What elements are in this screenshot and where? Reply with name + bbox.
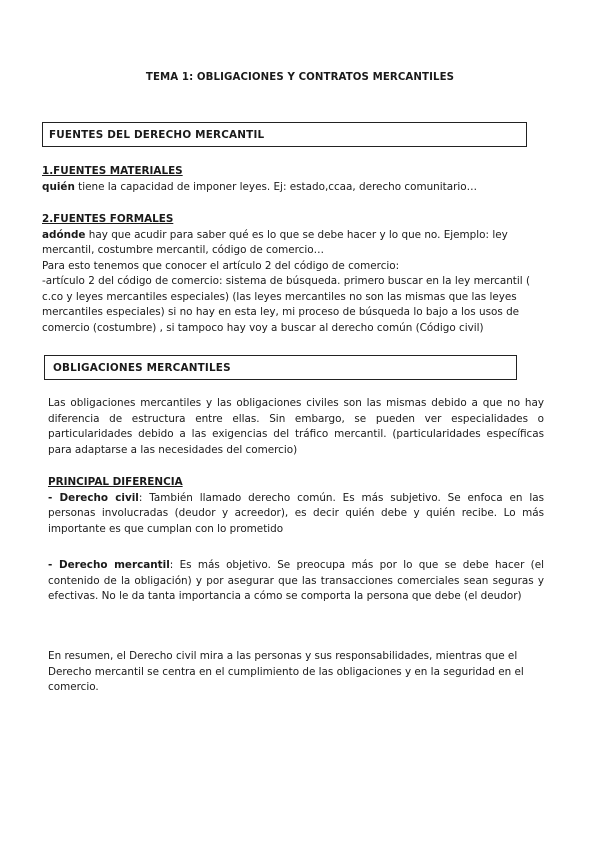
paragraph-text: hay que acudir para saber qué es lo que se debe hacer y lo que no. Ejemplo: ley mercantil, costumbre mercantil, código de comercio… <box>42 228 508 256</box>
fuentes-materiales-section <box>42 164 542 195</box>
paragraph: -artículo 2 del código de comercio: sistema de búsqueda. primero buscar en la ley mercantil ( c.co y leyes mercantiles especiales) (las leyes mercantiles no son las mismas que las leyes mercantiles especiales) si no hay en esta ley, mi proceso de búsqueda lo bajo a los usos de comercio (costumbre) , si tampoco hay voy a buscar al derecho común (Código civil) <box>42 275 530 334</box>
bullet-dash: - <box>48 559 59 571</box>
obligaciones-intro <box>48 396 544 458</box>
section-title: OBLIGACIONES MERCANTILES <box>53 362 231 374</box>
section-box-obligaciones <box>44 355 517 380</box>
paragraph-text: : También llamado derecho común. Es más subjetivo. Se enfoca en las personas involucradas (deudor y acreedor), es decir quién debe y quién recibe. Lo más importante es que cumplan con lo prometido <box>48 491 544 535</box>
lead-term: adónde <box>42 228 86 241</box>
paragraph <box>42 180 542 196</box>
section-heading: 1.FUENTES MATERIALES <box>42 165 183 177</box>
paragraph: Para esto tenemos que conocer el artículo 2 del código de comercio: <box>42 259 400 272</box>
paragraph-text: tiene la capacidad de imponer leyes. Ej: estado,ccaa, derecho comunitario… <box>74 180 477 193</box>
paragraph <box>48 558 544 605</box>
page-title: TEMA 1: OBLIGACIONES Y CONTRATOS MERCANTILES <box>145 72 455 83</box>
section-heading: 2.FUENTES FORMALES <box>42 213 174 225</box>
paragraph: En resumen, el Derecho civil mira a las personas y sus responsabilidades, mientras que el Derecho mercantil se centra en el cumplimiento de las obligaciones y en la seguridad en el comercio. <box>48 650 524 693</box>
lead-term: quién <box>42 180 75 193</box>
paragraph-text: : Es más objetivo. Se preocupa más por lo que se debe hacer (el contenido de la obligación) y por asegurar que las transacciones comerciales sean seguras y efectivas. No le da tanta importancia a cómo se comporta la persona que debe (el deudor) <box>48 559 544 602</box>
resumen-section <box>48 649 548 696</box>
paragraph <box>48 491 544 538</box>
lead-term: Derecho civil <box>59 491 139 504</box>
section-title: FUENTES DEL DERECHO MERCANTIL <box>49 129 265 141</box>
diferencia-civil-section <box>48 475 544 537</box>
section-heading: PRINCIPAL DIFERENCIA <box>48 476 183 488</box>
paragraph <box>42 228 552 259</box>
fuentes-formales-section <box>42 212 552 336</box>
diferencia-mercantil-section <box>48 558 544 605</box>
lead-term: Derecho mercantil <box>58 559 170 571</box>
section-box-fuentes <box>42 122 527 147</box>
paragraph: Las obligaciones mercantiles y las obligaciones civiles son las mismas debido a que no hay diferencia de estructura entre ellas. Sin embargo, se pueden ver especialidades o particularidades debido a las exigencias del tráfico mercantil. (particularidades específicas para adaptarse a las necesidades del comercio) <box>48 397 544 456</box>
bullet-dash: - <box>48 491 60 504</box>
